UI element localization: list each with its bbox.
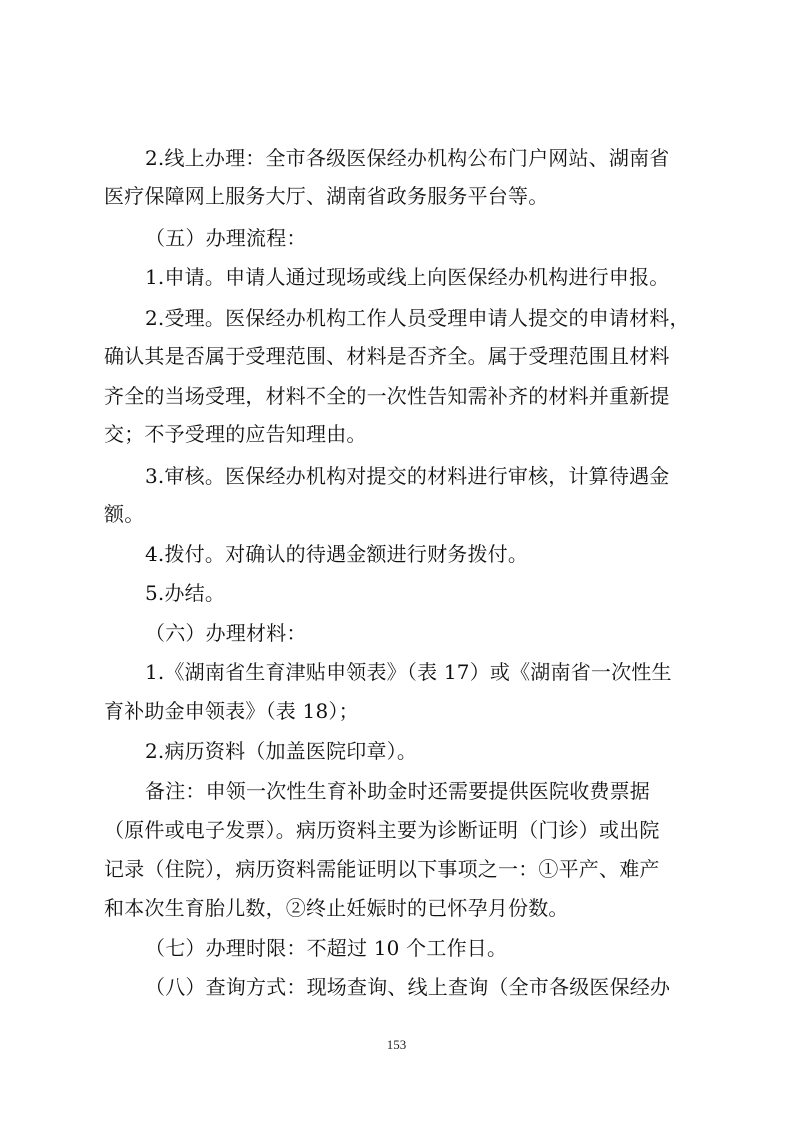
section-heading-query-method: （八）查询方式：现场查询、线上查询（全市各级医保经办: [145, 975, 671, 999]
page-number: 153: [386, 1037, 407, 1052]
section-heading-process: （五）办理流程：: [145, 226, 307, 250]
paragraph-line-payment: 4.拨付。对确认的待遇金额进行财务拨付。: [145, 542, 529, 566]
paragraph-line-apply: 1.申请。申请人通过现场或线上向医保经办机构进行申报。: [145, 265, 670, 289]
paragraph-line-note-cont-1: （原件或电子发票）。病历资料主要为诊断证明（门诊）或出院: [104, 818, 660, 842]
paragraph-line-review: 3.审核。医保经办机构对提交的材料进行审核，计算待遇金: [145, 464, 670, 488]
paragraph-line-complete: 5.办结。: [145, 581, 226, 605]
paragraph-line-review-cont: 额。: [104, 502, 145, 526]
section-heading-time-limit: （七）办理时限：不超过 10 个工作日。: [145, 936, 508, 960]
paragraph-line-online-handling: 2.线上办理：全市各级医保经办机构公布门户网站、湖南省: [145, 146, 670, 170]
paragraph-line-note-cont-2: 记录（住院），病历资料需能证明以下事项之一：①平产、难产: [104, 857, 660, 881]
paragraph-line-accept-cont-3: 交；不予受理的应告知理由。: [104, 422, 367, 446]
paragraph-line-medical-records: 2.病历资料（加盖医院印章）。: [145, 739, 418, 763]
paragraph-line-accept: 2.受理。医保经办机构工作人员受理申请人提交的申请材料，: [145, 306, 690, 330]
paragraph-line-forms-cont: 育补助金申领表》（表 18）；: [104, 699, 359, 723]
paragraph-line-accept-cont-2: 齐全的当场受理，材料不全的一次性告知需补齐的材料并重新提: [104, 384, 670, 408]
paragraph-line-forms: 1.《湖南省生育津贴申领表》（表 17）或《湖南省一次性生: [145, 660, 672, 684]
paragraph-line-note: 备注：申领一次性生育补助金时还需要提供医院收费票据: [145, 779, 650, 803]
paragraph-line-note-cont-3: 和本次生育胎儿数，②终止妊娠时的已怀孕月份数。: [104, 896, 569, 920]
paragraph-line-accept-cont-1: 确认其是否属于受理范围、材料是否齐全。属于受理范围且材料: [104, 344, 670, 368]
section-heading-materials: （六）办理材料：: [145, 621, 307, 645]
paragraph-line-online-handling-cont: 医疗保障网上服务大厅、湖南省政务服务平台等。: [104, 184, 549, 208]
